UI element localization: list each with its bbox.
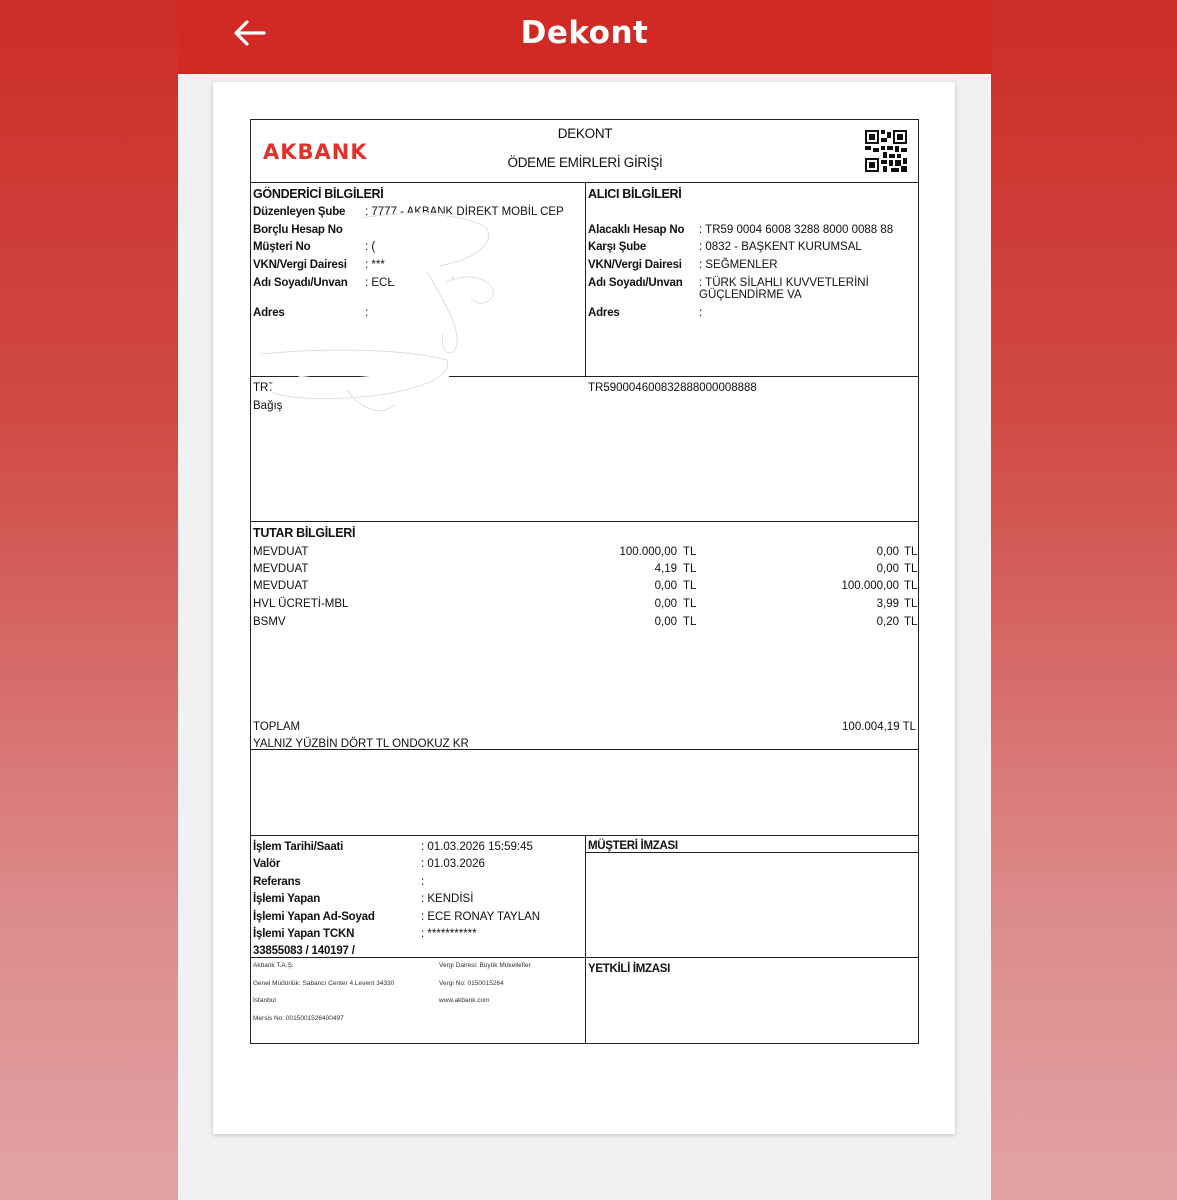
receiver-heading: ALICI BİLGİLERİ bbox=[588, 187, 682, 201]
sender-value: : *** bbox=[365, 259, 385, 271]
receiver-label: Adres bbox=[588, 307, 620, 319]
receiver-value: : bbox=[699, 307, 703, 319]
sender-value: : bbox=[365, 224, 369, 236]
footer-text: Vergi No: 0150015264 bbox=[439, 980, 504, 987]
description: Bağış bbox=[253, 400, 283, 412]
amount-currency: TL bbox=[904, 598, 918, 610]
tx-label: Referans bbox=[253, 876, 301, 888]
amount-debit: 100.000,00 bbox=[619, 546, 677, 558]
footer-text: www.akbank.com bbox=[439, 997, 490, 1004]
amount-label: MEVDUAT bbox=[253, 580, 309, 592]
tx-ref-code: 33855083 / 140197 / bbox=[253, 945, 355, 957]
receiver-value: : SEĞMENLER bbox=[699, 259, 778, 271]
sender-iban: TR700004 bbox=[253, 382, 307, 394]
receiver-iban: TR590004600832888000008888 bbox=[588, 382, 757, 394]
receiver-value: : 0832 - BAŞKENT KURUMSAL bbox=[699, 241, 862, 253]
amount-label: MEVDUAT bbox=[253, 546, 309, 558]
amount-currency: TL bbox=[683, 546, 697, 558]
amount-debit: 0,00 bbox=[654, 616, 677, 628]
amount-debit: 0,00 bbox=[654, 580, 677, 592]
authorized-signature-label: YETKİLİ İMZASI bbox=[588, 963, 671, 975]
sender-label: Adres bbox=[253, 307, 285, 319]
amount-credit: 3,99 bbox=[876, 598, 899, 610]
amount-currency: TL bbox=[683, 598, 697, 610]
amount-label: BSMV bbox=[253, 616, 286, 628]
sender-heading: GÖNDERİCİ BİLGİLERİ bbox=[253, 187, 384, 201]
total-in-words: YALNIZ YÜZBİN DÖRT TL ONDOKUZ KR bbox=[253, 738, 469, 750]
sender-label: Müşteri No bbox=[253, 241, 311, 253]
amount-credit: 0,20 bbox=[876, 616, 899, 628]
amount-currency: TL bbox=[904, 546, 918, 558]
amount-currency: TL bbox=[904, 580, 918, 592]
receipt-document bbox=[250, 119, 919, 1044]
page-title: Dekont bbox=[520, 15, 649, 51]
amount-currency: TL bbox=[683, 580, 697, 592]
amount-currency: TL bbox=[904, 616, 918, 628]
receiver-label: VKN/Vergi Dairesi bbox=[588, 259, 682, 271]
akbank-logo: AKBANK bbox=[263, 140, 368, 164]
receiver-value: : TR59 0004 6008 3288 8000 0088 88 bbox=[699, 224, 894, 236]
customer-signature-label: MÜŞTERİ İMZASI bbox=[588, 840, 678, 852]
receiver-label: Adı Soyadı/Unvan bbox=[588, 277, 683, 289]
tx-label: İşlemi Yapan Ad-Soyad bbox=[253, 911, 375, 923]
sender-label: Adı Soyadı/Unvan bbox=[253, 277, 348, 289]
total-label: TOPLAM bbox=[253, 721, 301, 733]
qr-code-icon bbox=[865, 130, 907, 172]
receiver-name-line2: GÜÇLENDİRME VA bbox=[699, 289, 802, 301]
amount-label: HVL ÜCRETİ-MBL bbox=[253, 598, 349, 610]
document-subtitle: ÖDEME EMİRLERİ GİRİŞİ bbox=[507, 155, 663, 170]
tx-value: : *********** bbox=[421, 928, 477, 940]
total-value: 100.004,19 TL bbox=[842, 721, 916, 733]
footer-text: Genel Müdürlük: Sabancı Center 4.Levent 34330 bbox=[253, 980, 395, 987]
sender-value: : bbox=[365, 307, 369, 319]
tx-label: Valör bbox=[253, 858, 281, 870]
amount-currency: TL bbox=[683, 563, 697, 575]
amount-debit: 4,19 bbox=[654, 563, 677, 575]
tx-value: : ECE RONAY TAYLAN bbox=[421, 911, 541, 923]
tx-label: İşlemi Yapan TCKN bbox=[253, 928, 355, 940]
sender-value: : 7777 - AKBANK DİREKT MOBİL CEP bbox=[365, 206, 564, 218]
tx-value: : bbox=[421, 876, 425, 888]
tx-value: : KENDİSİ bbox=[421, 893, 474, 905]
amount-credit: 100.000,00 bbox=[841, 580, 899, 592]
app-bar bbox=[178, 0, 991, 74]
amount-currency: TL bbox=[683, 616, 697, 628]
sender-label: Düzenleyen Şube bbox=[253, 206, 346, 218]
tx-label: İşlemi Yapan bbox=[253, 893, 321, 905]
amount-credit: 0,00 bbox=[876, 546, 899, 558]
footer-text: İstanbul bbox=[253, 997, 276, 1004]
receiver-label: Karşı Şube bbox=[588, 241, 647, 253]
sender-value: : ECE RONAY T LAN bbox=[365, 277, 474, 289]
footer-text: Mersis No: 0015001526400497 bbox=[253, 1015, 344, 1022]
document-title: DEKONT bbox=[557, 126, 613, 141]
sender-label: VKN/Vergi Dairesi bbox=[253, 259, 347, 271]
footer-text: Vergi Dairesi: Büyük Mükellefler bbox=[439, 962, 531, 969]
sender-value: : ( bbox=[365, 241, 376, 253]
amount-currency: TL bbox=[904, 563, 918, 575]
receiver-label: Alacaklı Hesap No bbox=[588, 224, 685, 236]
tx-value: : 01.03.2026 15:59:45 bbox=[421, 841, 533, 853]
tx-value: : 01.03.2026 bbox=[421, 858, 485, 870]
phone-screen bbox=[178, 0, 991, 1200]
footer-text: Akbank T.A.Ş. bbox=[253, 962, 294, 969]
amounts-heading: TUTAR BİLGİLERİ bbox=[253, 526, 356, 540]
receiver-value: : TÜRK SİLAHLI KUVVETLERİNİ bbox=[699, 277, 869, 289]
amount-label: MEVDUAT bbox=[253, 563, 309, 575]
amount-credit: 0,00 bbox=[876, 563, 899, 575]
sender-label: Borçlu Hesap No bbox=[253, 224, 343, 236]
tx-label: İşlem Tarihi/Saati bbox=[253, 841, 344, 853]
receipt-paper bbox=[213, 82, 955, 1134]
amount-debit: 0,00 bbox=[654, 598, 677, 610]
